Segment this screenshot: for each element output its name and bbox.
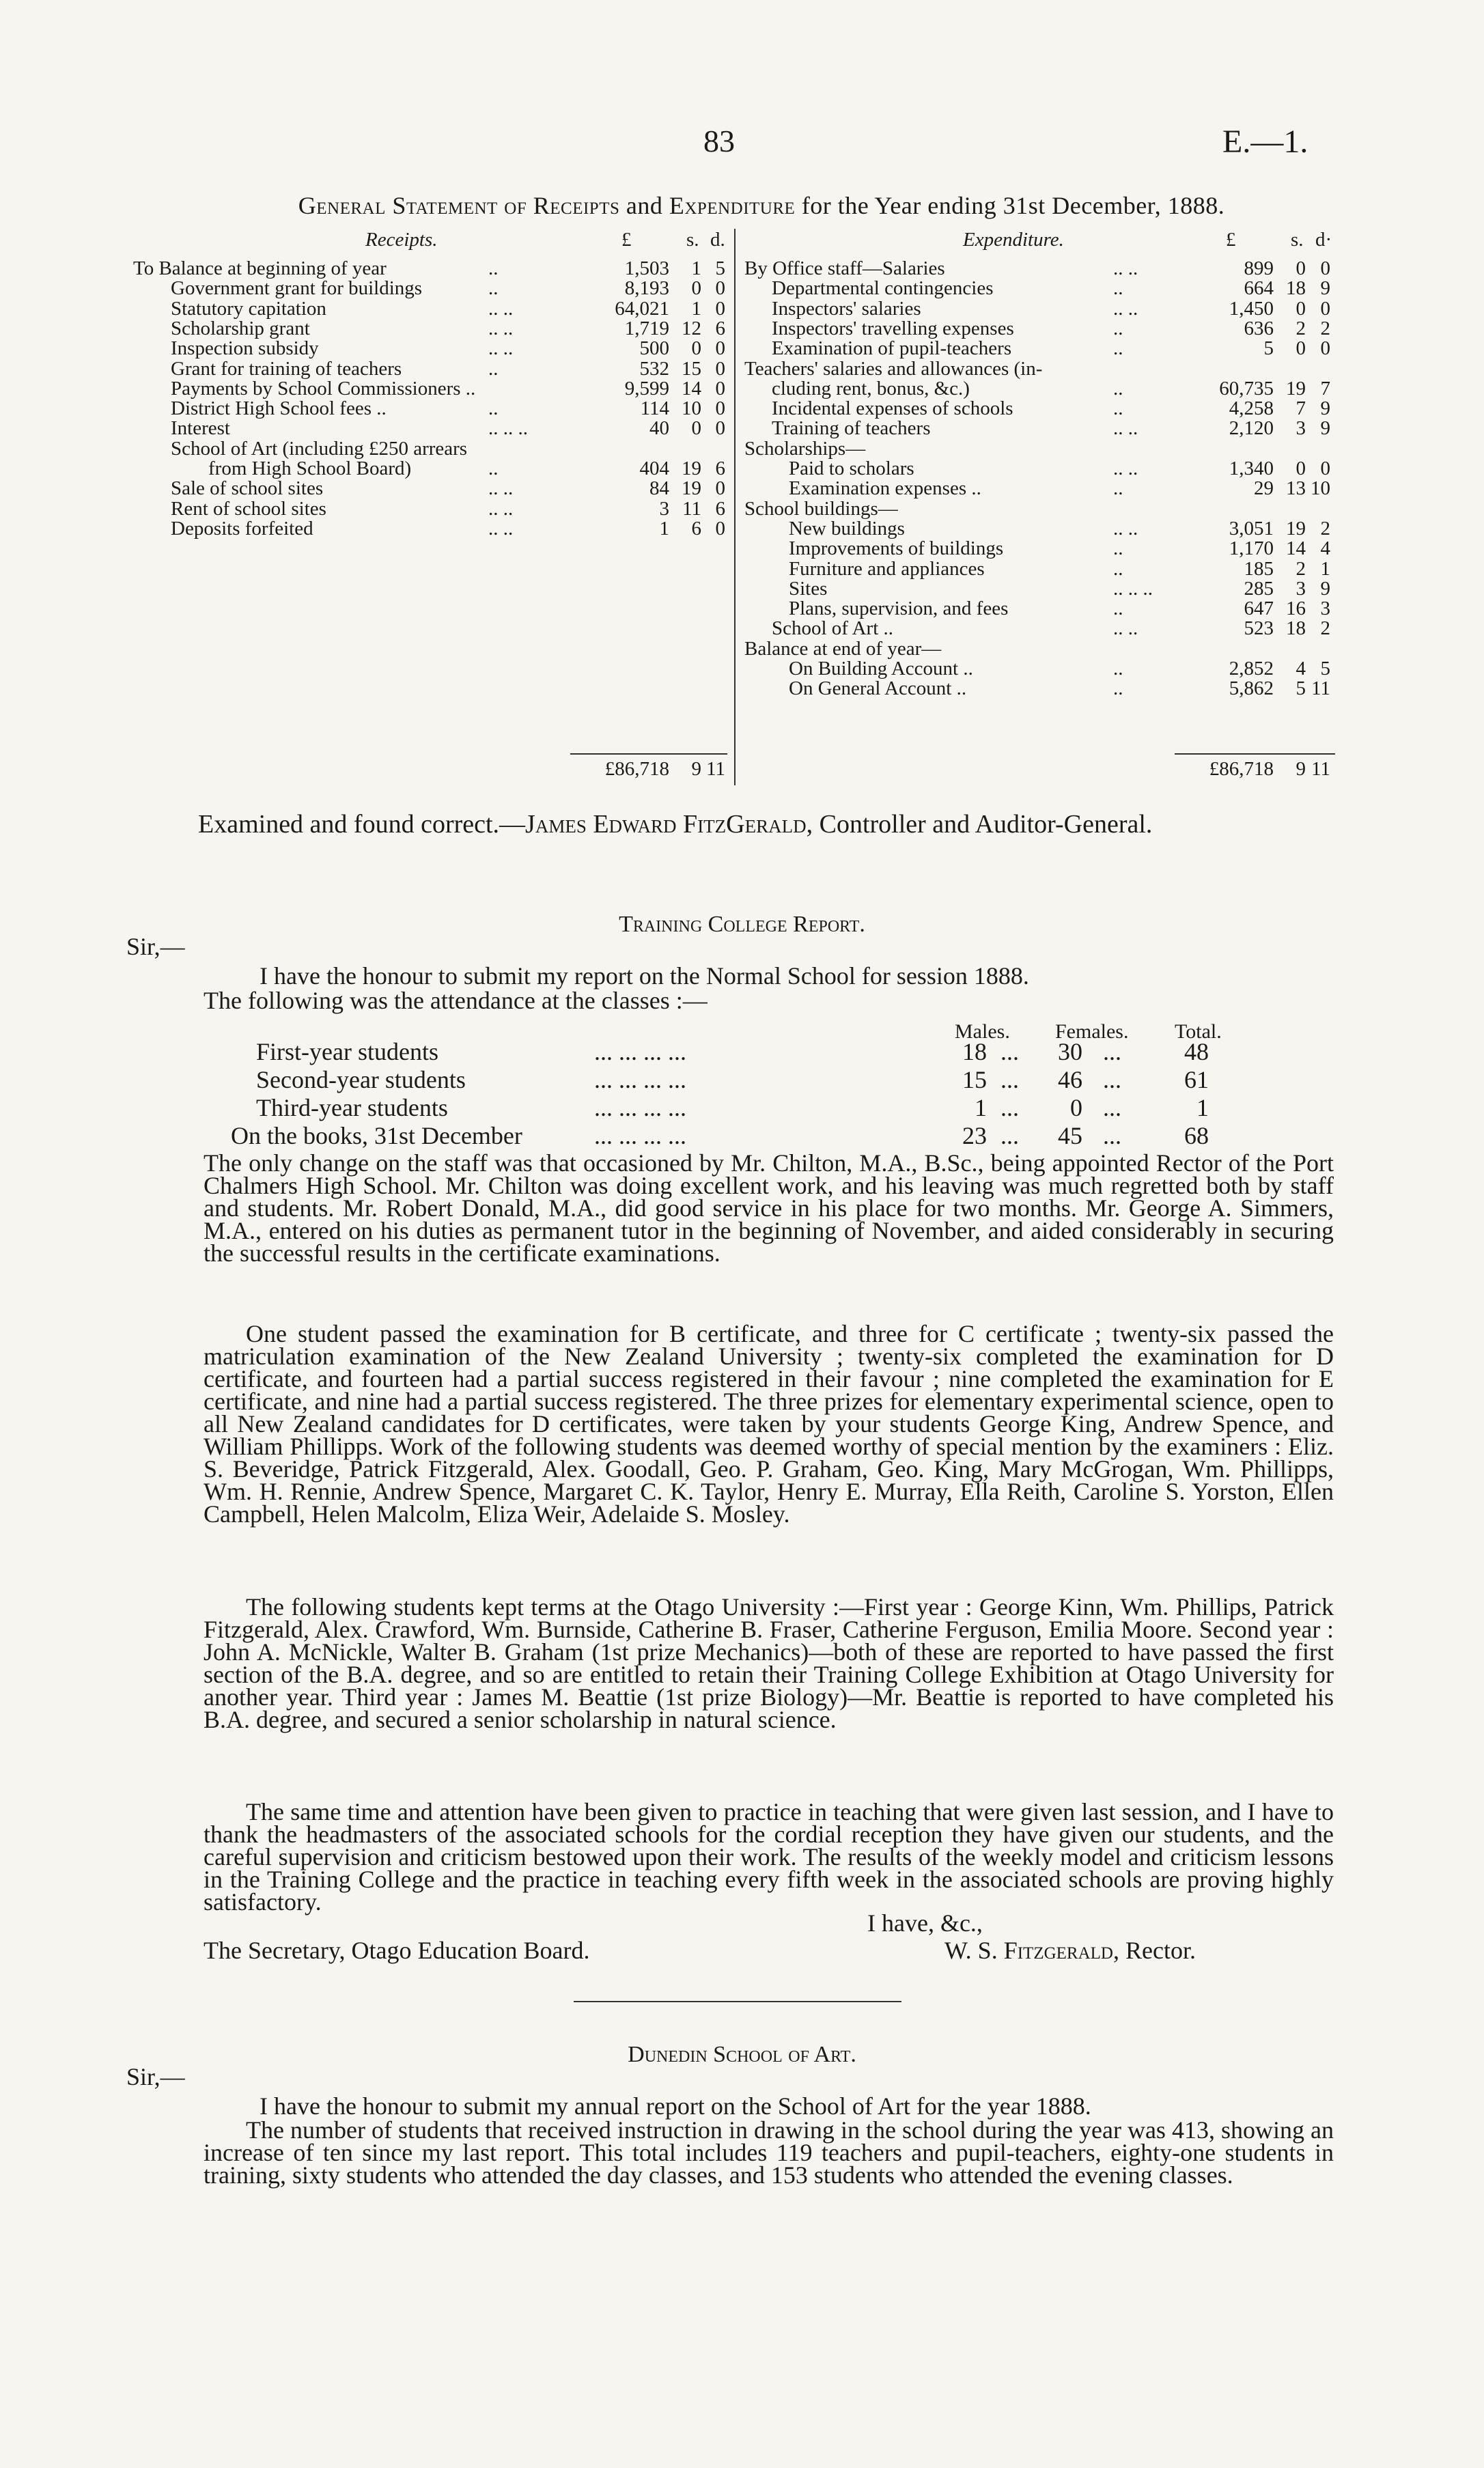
row-shillings: 10 [682,397,701,420]
row-pence: 7 [1320,377,1330,399]
row-pounds: 1,340 [1229,458,1274,479]
row-pounds: 500 [639,337,669,360]
training-report-title: Training College Report. [619,912,865,937]
attendance-females: 45 [1058,1122,1082,1149]
attendance-label: First-year students [256,1038,438,1065]
ledger-row [744,518,1335,539]
attendance-total: 48 [1184,1038,1209,1065]
row-label: Inspectors' salaries [772,297,921,320]
section-divider [574,2001,901,2002]
receipts-total-pounds: £86,718 [604,758,669,780]
row-label: School of Art .. [772,617,894,640]
row-label: Rent of school sites [171,497,326,520]
row-label: Departmental contingencies [772,277,994,300]
ledger-row [133,337,727,359]
expenditure-total-rule [1175,753,1335,755]
row-leader: .. [488,357,499,380]
statement-title [147,191,1376,220]
attendance-table [0,1038,1484,1154]
row-label: School of Art (including £250 arrears [171,437,468,460]
row-pounds: 185 [1244,557,1274,580]
attendance-sep: ... [1000,1038,1019,1065]
attendance-sep: ... [1000,1122,1019,1149]
row-pence: 6 [715,458,725,479]
ledger-row [744,537,1335,559]
row-pounds: 1 [659,517,669,539]
ledger-row [744,598,1335,619]
attendance-sep: ... [1103,1066,1121,1093]
row-pounds: 84 [649,477,669,500]
expenditure-total-pounds: £86,718 [1209,758,1274,780]
row-pence: 0 [715,417,725,440]
title-part-4: for the Year ending 31st December, 1888. [795,192,1225,219]
row-pounds: 3,051 [1229,517,1274,539]
audit-note-pre: Examined and found correct.— [198,810,526,839]
row-pence: 9 [1320,397,1330,420]
attendance-leader: ... ... ... ... [594,1094,686,1121]
row-label: from High School Board) [208,458,412,479]
row-shillings: 0 [691,277,701,300]
expenditure-total-row [744,758,1335,780]
attendance-leader: ... ... ... ... [594,1038,686,1065]
row-pence: 0 [715,277,725,300]
row-shillings: 14 [682,377,701,399]
signature-name: Fitzgerald [1003,1937,1113,1964]
audit-note [198,809,1152,839]
attendance-sep: ... [1103,1122,1121,1149]
training-intro-2: The following was the attendance at the classes :— [204,987,708,1014]
ledger-row [133,458,727,479]
training-salutation: Sir,— [126,933,185,960]
row-shillings: 7 [1296,397,1306,420]
row-pence: 5 [715,257,725,279]
ledger-row [133,477,727,499]
receipts-expenditure-ledger [133,229,1335,785]
row-pounds: 636 [1244,317,1274,339]
row-pounds: 8,193 [624,277,669,300]
row-leader: .. .. [488,297,514,320]
row-pounds: 664 [1244,277,1274,300]
row-shillings: 2 [1296,317,1306,339]
row-pounds: 5,862 [1229,677,1274,700]
row-pence: 4 [1320,537,1330,560]
title-part-2: and [619,192,669,219]
row-pence: 0 [715,517,725,539]
row-label: On General Account .. [789,677,967,700]
attendance-total: 68 [1184,1122,1209,1149]
ledger-row [133,397,727,419]
row-leader: .. [488,277,499,300]
receipts-heading: Receipts. [365,229,438,251]
row-pence: 0 [715,337,725,360]
row-pence: 0 [715,397,725,420]
training-paragraph-4: The same time and attention have been given to practice in teaching that were given last session, and I have to thank the headmasters of the associated schools for the cordial reception they have given our students, and the careful supervision and criticism bestowed upon their work. The results of the weekly model and criticism lessons in the Training College and the practice in teaching every fifth week in the associated schools are proving highly satisfactory. [204,1798,1334,1916]
row-shillings: 0 [691,417,701,440]
row-shillings: 1 [691,257,701,279]
attendance-row [0,1038,1484,1066]
receipts-total-row [133,758,727,780]
title-part-3: Expenditure [669,192,796,219]
row-leader: .. [1113,557,1123,580]
row-shillings: 2 [1296,557,1306,580]
row-leader: .. .. .. [1113,577,1153,600]
attendance-row [0,1122,1484,1150]
row-leader: .. [1113,397,1123,420]
ledger-row [744,658,1335,679]
attendance-leader: ... ... ... ... [594,1066,686,1093]
row-label: Sites [789,577,828,600]
row-pounds: 1,450 [1229,297,1274,320]
attendance-sep: ... [1000,1066,1019,1093]
row-shillings: 3 [1296,577,1306,600]
ledger-row [133,417,727,439]
shillings-head-right: s. [1291,229,1304,251]
pence-head: d. [710,229,725,251]
row-label: Paid to scholars [789,458,914,479]
row-shillings: 19 [682,458,701,479]
ledger-row [744,378,1335,399]
signature-initials: W. S. [944,1937,1004,1964]
ledger-row [133,277,727,299]
row-pounds: 899 [1244,257,1274,279]
row-label: Payments by School Commissioners .. [171,377,476,399]
females-head: Females. [1055,1020,1129,1043]
ledger-row [744,438,1335,460]
row-label: Deposits forfeited [171,517,313,539]
row-pounds: 64,021 [615,297,669,320]
total-head: Total. [1175,1020,1222,1043]
pounds-head-right: £ [1226,229,1236,251]
row-label: New buildings [789,517,905,539]
row-leader: .. .. [488,337,514,360]
attendance-total: 61 [1184,1066,1209,1093]
row-leader: .. .. [1113,517,1138,539]
row-shillings: 12 [682,317,701,339]
shillings-head: s. [686,229,699,251]
row-label: Plans, supervision, and fees [789,598,1009,620]
attendance-sep: ... [1103,1094,1121,1121]
row-shillings: 3 [1296,417,1306,440]
row-label: Inspectors' travelling expenses [772,317,1014,339]
attendance-leader: ... ... ... ... [594,1122,686,1149]
attendance-males: 1 [975,1094,987,1121]
row-leader: .. [1113,598,1123,620]
attendance-males: 23 [962,1122,987,1149]
row-label: Interest [171,417,230,440]
art-paragraph-1: I have the honour to submit my annual report on the School of Art for the year 1888. [260,2092,1091,2120]
row-label: District High School fees .. [171,397,387,420]
document-code: E.—1. [1222,124,1308,160]
row-pence: 9 [1320,277,1330,300]
row-label: Furniture and appliances [789,557,985,580]
training-addressee: The Secretary, Otago Education Board. [204,1937,590,1964]
row-leader: .. [1113,377,1123,399]
row-shillings: 15 [682,357,701,380]
row-pounds: 40 [649,417,669,440]
ledger-row [744,677,1335,699]
row-shillings: 19 [1286,377,1306,399]
ledger-row [133,318,727,339]
attendance-row [0,1094,1484,1122]
row-leader: .. .. [488,497,514,520]
row-shillings: 18 [1286,277,1306,300]
row-leader: .. [488,257,499,279]
row-label: Incidental expenses of schools [772,397,1013,420]
ledger-row [133,378,727,399]
attendance-males: 18 [962,1038,987,1065]
row-pounds: 2,120 [1229,417,1274,440]
row-leader: .. .. [488,477,514,500]
art-report-title: Dunedin School of Art. [628,2042,856,2067]
row-pounds: 9,599 [624,377,669,399]
ledger-row [133,358,727,380]
row-pounds: 3 [659,497,669,520]
row-pence: 9 [1320,417,1330,440]
row-label: Balance at end of year— [744,637,942,660]
row-label: cluding rent, bonus, &c.) [772,377,970,399]
row-shillings: 0 [1296,337,1306,360]
page-number: 83 [703,124,735,158]
row-label: Training of teachers [772,417,931,440]
attendance-label: On the books, 31st December [231,1122,522,1149]
row-pence: 2 [1320,517,1330,539]
row-leader: .. .. [1113,458,1138,479]
training-paragraph-1: The only change on the staff was that occasioned by Mr. Chilton, M.A., B.Sc., being appointed Rector of the Port Chalmers High School. Mr. Chilton was doing excellent work, and his leaving was much regretted both by staff and students. Mr. Robert Donald, M.A., did good service in his place for two months. Mr. George A. Simmers, M.A., entered on his duties as permanent tutor in the beginning of November, and aided considerably in securing the successful results in the certificate examinations. [204,1149,1334,1267]
attendance-total: 1 [1196,1094,1209,1121]
ledger-row [744,358,1335,380]
row-leader: .. .. [1113,297,1138,320]
row-leader: .. [1113,337,1123,360]
row-pence: 0 [1320,458,1330,479]
row-pounds: 60,735 [1219,377,1274,399]
row-label: Sale of school sites [171,477,324,500]
art-salutation: Sir,— [126,2063,185,2090]
row-pounds: 4,258 [1229,397,1274,420]
row-label: Statutory capitation [171,297,326,320]
row-shillings: 16 [1286,598,1306,620]
row-pounds: 1,170 [1229,537,1274,560]
ledger-row [133,298,727,320]
row-leader: .. [1113,477,1123,500]
row-pounds: 29 [1254,477,1274,500]
row-shillings: 11 [682,497,701,520]
row-label: Government grant for buildings [171,277,423,300]
row-shillings: 19 [1286,517,1306,539]
males-head: Males. [955,1020,1010,1043]
row-pounds: 2,852 [1229,658,1274,679]
row-shillings: 13 [1286,477,1306,500]
ledger-row [744,558,1335,580]
row-pence: 6 [715,497,725,520]
row-pounds: 1,719 [624,317,669,339]
signature-title: , Rector. [1112,1937,1196,1964]
ledger-row [133,438,727,460]
attendance-row [0,1066,1484,1094]
row-shillings: 0 [1296,257,1306,279]
row-leader: .. [488,458,499,479]
ledger-row [744,397,1335,419]
attendance-label: Second-year students [256,1066,466,1093]
row-label: By Office staff—Salaries [744,257,945,279]
row-pence: 2 [1320,317,1330,339]
row-pence: 0 [715,357,725,380]
row-shillings: 0 [1296,458,1306,479]
row-pounds: 404 [639,458,669,479]
receipts-total-rule [570,753,727,755]
ledger-row [744,638,1335,660]
ledger-row [744,498,1335,520]
row-pence: 0 [1320,257,1330,279]
receipts-total-shillings: 9 [691,758,701,780]
row-label: Improvements of buildings [789,537,1004,560]
audit-note-post: , Controller and Auditor-General. [806,810,1153,839]
row-leader: .. [488,397,499,420]
attendance-females: 30 [1058,1038,1082,1065]
row-pounds: 1,503 [624,257,669,279]
pounds-head: £ [621,229,632,251]
attendance-females: 0 [1070,1094,1082,1121]
ledger-row [133,498,727,520]
training-signature [944,1939,1196,1962]
row-leader: .. .. [488,517,514,539]
row-pence: 6 [715,317,725,339]
row-leader: .. [1113,677,1123,700]
row-pence: 0 [715,377,725,399]
row-pence: 3 [1320,598,1330,620]
row-leader: .. .. [1113,417,1138,440]
row-pence: 0 [1320,297,1330,320]
row-shillings: 4 [1296,658,1306,679]
training-paragraph-2: One student passed the examination for B certificate, and three for C certificate ; twenty-six passed the matriculation examination of the New Zealand University ; twenty-six completed the examination for D certificate, and fourteen had a partial success registered in their favour ; nine completed the examination for E certificate, and nine had a partial success registered. The three prizes for elementary experimental science, open to all New Zealand candidates for D certificates, were taken by your students George King, Andrew Spence, and William Phillipps. Work of the following students was deemed worthy of special mention by the examiners : Eliz. S. Beveridge, Patrick Fitzgerald, Alex. Goodall, Geo. P. Graham, Geo. King, Mary McGrogan, Wm. Phillipps, Wm. H. Rennie, Andrew Spence, Margaret C. K. Taylor, Henry E. Murray, Ella Reith, Caroline S. Yorston, Ellen Campbell, Helen Malcolm, Eliza Weir, Adelaide S. Mosley. [204,1320,1334,1528]
row-leader: .. .. [1113,257,1138,279]
expenditure-total-shillings: 9 [1296,758,1306,780]
row-pounds: 532 [639,357,669,380]
ledger-row [744,417,1335,439]
attendance-females: 46 [1058,1066,1082,1093]
row-leader: .. .. [488,317,514,339]
ledger-row [744,477,1335,499]
row-label: Inspection subsidy [171,337,319,360]
attendance-label: Third-year students [256,1094,448,1121]
row-label: School buildings— [744,497,898,520]
attendance-sep: ... [1103,1038,1121,1065]
row-label: Grant for training of teachers [171,357,402,380]
row-pence: 1 [1320,557,1330,580]
pence-head-right: d· [1315,229,1332,251]
ledger-row [744,257,1335,279]
row-pounds: 114 [640,397,669,420]
row-label: To Balance at beginning of year [133,257,387,279]
row-pounds: 523 [1244,617,1274,640]
row-label: On Building Account .. [789,658,973,679]
ledger-row [744,277,1335,299]
ledger-row [133,518,727,539]
attendance-males: 15 [962,1066,987,1093]
row-shillings: 0 [1296,297,1306,320]
row-pence: 5 [1320,658,1330,679]
row-label: Examination of pupil-teachers [772,337,1012,360]
row-shillings: 5 [1296,677,1306,700]
row-pence: 9 [1320,577,1330,600]
row-leader: .. [1113,317,1123,339]
row-shillings: 14 [1286,537,1306,560]
training-paragraph-3: The following students kept terms at the Otago University :—First year : George Kinn, Wm. Phillips, Patrick Fitzgerald, Alex. Crawford, Wm. Burnside, Catherine B. Fraser, Catherine Ferguson, Emilia Moore. Second year : John A. McNickle, Walter B. Graham (1st prize Mechanics)—both of these are reported to have passed the first section of the B.A. degree, and so are entitled to retain their Training College Exhibition at Otago University for another year. Third year : James M. Beattie (1st prize Biology)—Mr. Beattie is reported to have completed his B.A. degree, and secured a senior scholarship in natural science. [204,1593,1334,1733]
row-pounds: 285 [1244,577,1274,600]
row-shillings: 6 [691,517,701,539]
row-label: Teachers' salaries and allowances (in- [744,357,1043,380]
ledger-row [744,617,1335,639]
row-leader: .. [1113,277,1123,300]
ledger-divider [734,229,736,785]
ledger-row [744,318,1335,339]
row-pence: 10 [1311,477,1330,500]
auditor-name: James Edward FitzGerald [525,810,807,839]
row-leader: .. [1113,537,1123,560]
ledger-row [133,257,727,279]
ledger-row [744,578,1335,600]
row-pence: 0 [715,477,725,500]
ledger-row [744,458,1335,479]
row-shillings: 18 [1286,617,1306,640]
training-intro-1: I have the honour to submit my report on the Normal School for session 1888. [260,962,1029,990]
row-pounds: 5 [1263,337,1274,360]
row-shillings: 19 [682,477,701,500]
row-shillings: 0 [691,337,701,360]
row-leader: .. .. [1113,617,1138,640]
expenditure-total-pence: 11 [1311,758,1330,780]
row-pence: 2 [1320,617,1330,640]
row-pence: 0 [1320,337,1330,360]
row-pence: 11 [1311,677,1330,700]
row-pounds: 647 [1244,598,1274,620]
row-pence: 0 [715,297,725,320]
row-leader: .. .. .. [488,417,528,440]
row-shillings: 1 [691,297,701,320]
expenditure-heading: Expenditure. [963,229,1064,251]
row-label: Scholarship grant [171,317,310,339]
attendance-sep: ... [1000,1094,1019,1121]
row-label: Scholarships— [744,437,866,460]
art-paragraph-2: The number of students that received instruction in drawing in the school during the year was 413, showing an increase of ten since my last report. This total includes 119 teachers and pupil-teachers, eighty-one students in training, sixty students who attended the day classes, and 153 students who attended the evening classes. [204,2116,1334,2189]
receipts-total-pence: 11 [706,758,725,780]
training-closing: I have, &c., [867,1909,983,1937]
row-leader: .. [1113,658,1123,679]
row-label: Examination expenses .. [789,477,981,500]
ledger-row [744,298,1335,320]
ledger-row [744,337,1335,359]
title-part-1: General Statement of Receipts [298,192,620,219]
